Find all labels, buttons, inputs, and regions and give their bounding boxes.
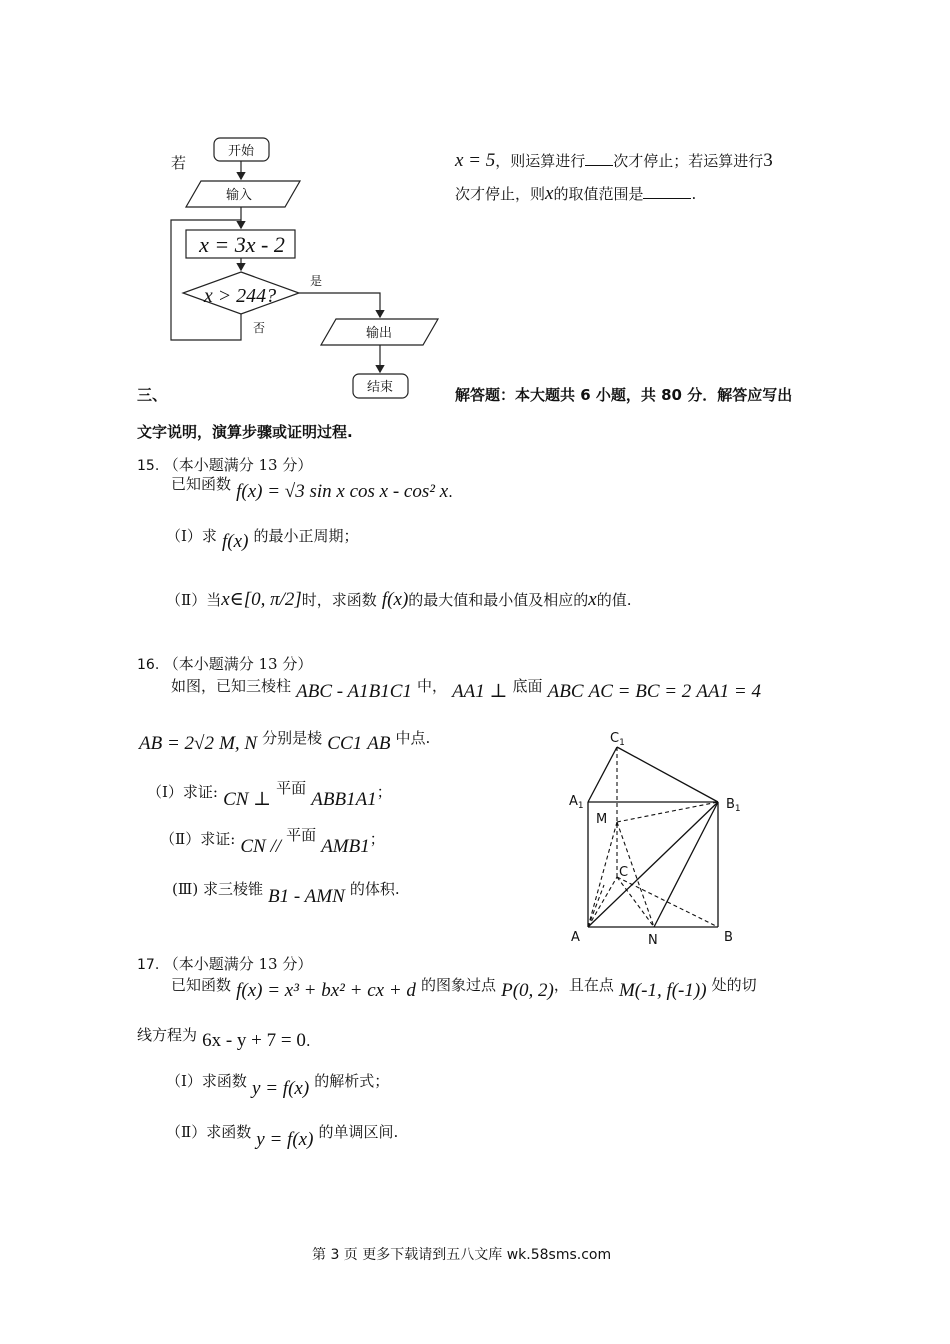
q17-t1: 的图象过点 — [420, 976, 496, 994]
q15-num: 15. — [137, 458, 160, 474]
q17-m: M(-1, f(-1)) — [618, 980, 707, 1001]
q14-blank1[interactable] — [585, 151, 613, 166]
edge-A-N-dash — [588, 885, 604, 927]
q16-mn: M, N — [219, 733, 258, 754]
q16-num: 16. — [137, 657, 160, 673]
q16-p2-semi: ； — [369, 830, 385, 848]
q15-p2-x: x — [588, 589, 597, 610]
q15-p1-label: （Ⅰ）求 — [166, 527, 217, 545]
q14-text1: ，则运算进行 — [495, 152, 586, 170]
q16-p1-math: CN ⊥ — [223, 789, 272, 810]
q17-p2-yfx: y = f(x) — [256, 1129, 314, 1150]
edge-C-B — [617, 877, 718, 927]
label-A1: $A_1$ — [569, 794, 584, 811]
q16-header — [137, 653, 312, 674]
q17-num: 17. — [137, 957, 160, 973]
q17-line-eq: 6x - y + 7 = 0 — [202, 1030, 306, 1051]
q16-score: （本小题满分 13 分） — [163, 655, 313, 673]
label-A: A — [571, 930, 580, 945]
flow-no-label: 否 — [253, 321, 266, 335]
q17-end: . — [305, 1032, 311, 1050]
q14-line2 — [455, 183, 696, 205]
q16-l1a: 如图，已知三棱柱 — [171, 677, 292, 695]
flow-yes-label: 是 — [310, 274, 323, 288]
edge-N-B1 — [654, 802, 718, 927]
q16-l1c: 底面 — [512, 677, 543, 695]
q17-line2 — [137, 1026, 311, 1052]
q17-p1-text: 的解析式； — [314, 1072, 390, 1090]
q16-ab2: AB — [367, 733, 391, 754]
q17-part1 — [166, 1072, 390, 1100]
q16-abc: ABC — [547, 681, 584, 702]
label-C1: $C_1$ — [610, 731, 625, 748]
q15-p2-text2: 的最大值和最小值及相应的 — [408, 591, 589, 609]
q17-line1 — [171, 976, 757, 1002]
edge-C1-B1 — [617, 747, 718, 802]
q16-l2b: 中点. — [395, 729, 431, 747]
q15-given-line — [171, 475, 453, 503]
q17-score: （本小题满分 13 分） — [163, 955, 313, 973]
q14-lead: 若 — [171, 154, 187, 172]
q17-p1-label: （Ⅰ）求函数 — [166, 1072, 247, 1090]
edge-A-C — [588, 877, 617, 927]
q16-part1 — [147, 779, 392, 810]
q16-p2-plane-word: 平面 — [286, 826, 317, 844]
q16-p2-label: （Ⅱ）求证: — [160, 830, 236, 848]
q14-text3: 次才停止，则 — [455, 185, 546, 203]
q15-part2 — [166, 588, 632, 611]
q17-p2-text: 的单调区间. — [318, 1123, 399, 1141]
q16-p3-label: (Ⅲ) 求三棱锥 — [172, 880, 263, 898]
q14-text2: 次才停止；若运算进行 — [613, 152, 764, 170]
q14-blank2[interactable] — [643, 184, 691, 199]
section3-text2: 文字说明，演算步骤或证明过程. — [137, 423, 353, 441]
flow-end-label: 结束 — [366, 380, 394, 395]
q16-part3 — [172, 878, 400, 907]
q17-part2 — [166, 1123, 399, 1151]
q17-p: P(0, 2) — [501, 980, 554, 1001]
q17-func: f(x) = x³ + bx² + cx + d — [236, 980, 416, 1001]
q16-p1-semi: ； — [376, 783, 392, 801]
q15-p1-text: 的最小正周期； — [253, 527, 359, 545]
label-B: B — [724, 930, 733, 945]
edge-M-B1 — [617, 802, 718, 822]
q17-p2-label: （Ⅱ）求函数 — [166, 1123, 252, 1141]
q16-p1-label: （Ⅰ）求证: — [147, 783, 218, 801]
q17-t4: 线方程为 — [137, 1026, 198, 1044]
label-B1: $B_1$ — [726, 797, 741, 814]
edge-C-N — [617, 877, 654, 927]
q15-p2-text3: 的值. — [596, 591, 632, 609]
q16-p3-math: B1 - AMN — [268, 886, 345, 907]
q16-p2-plane: AMB1 — [321, 836, 370, 857]
q15-p1-fx: f(x) — [222, 531, 249, 552]
q16-p2-math: CN // — [240, 836, 281, 857]
q15-part1 — [166, 527, 359, 553]
q16-line1 — [171, 677, 761, 703]
q15-header — [137, 454, 312, 475]
q16-cond1: AC = BC = 2 — [588, 681, 692, 702]
label-C: C — [619, 865, 629, 880]
q16-l2a: 分别是棱 — [262, 729, 323, 747]
q17-header — [137, 953, 312, 974]
q16-part2 — [160, 826, 385, 857]
q16-p1-plane-word: 平面 — [276, 779, 307, 797]
q17-t3: 处的切 — [711, 976, 757, 994]
q17-given: 已知函数 — [171, 976, 232, 994]
q16-l1b: 中， — [416, 677, 447, 695]
label-N: N — [648, 933, 658, 948]
q16-p3-text: 的体积. — [349, 880, 400, 898]
flow-condition-label: x > 244? — [203, 285, 277, 307]
q15-func: f(x) = √3 sin x cos x - cos² x — [236, 481, 449, 502]
section3-text: 解答题：本大题共 6 小题，共 80 分．解答应写出 — [455, 386, 793, 404]
q15-end: . — [448, 483, 453, 501]
q16-ab: AB = 2√2 — [139, 733, 214, 754]
q14-three: 3 — [763, 150, 773, 171]
prism-figure — [560, 725, 760, 950]
q15-p2-cond: x∈[0, π/2] — [221, 589, 302, 610]
q14-var: x — [545, 183, 554, 204]
q16-prism: ABC - A1B1C1 — [296, 681, 412, 702]
q15-given: 已知函数 — [171, 475, 232, 493]
page-footer: 第 3 页 更多下载请到五八文库 wk.58sms.com — [312, 1247, 612, 1263]
q15-p2-label: （Ⅱ）当 — [166, 591, 222, 609]
label-M: M — [596, 812, 608, 827]
flow-input-label: 输入 — [225, 188, 253, 203]
flow-assign-label: x = 3x - 2 — [199, 232, 285, 257]
q15-p2-text: 时，求函数 — [301, 591, 377, 609]
q15-score: （本小题满分 13 分） — [163, 456, 313, 474]
q17-t2: ，且在点 — [553, 976, 614, 994]
q15-p2-fx: f(x) — [381, 589, 409, 610]
edge-A1-C1 — [588, 747, 617, 802]
q14-cond: x = 5 — [455, 150, 496, 171]
edge-A-M — [588, 822, 617, 927]
q16-aa1: AA1 ⊥ — [452, 681, 508, 702]
q14-text4: 的取值范围是 — [553, 185, 644, 203]
q14-line1 — [455, 150, 773, 172]
q14-end: . — [691, 185, 697, 203]
q16-p1-plane: ABB1A1 — [311, 789, 377, 810]
q16-line2 — [139, 729, 431, 755]
q17-p1-yfx: y = f(x) — [252, 1078, 310, 1099]
q16-cond2: AA1 = 4 — [696, 681, 761, 702]
edge-A-B1 — [588, 802, 718, 927]
flow-output-label: 输出 — [365, 326, 393, 341]
section3-label: 三、 — [137, 386, 168, 404]
flow-start-label: 开始 — [227, 144, 255, 159]
flowchart — [160, 130, 460, 405]
q16-cc1: CC1 — [327, 733, 363, 754]
